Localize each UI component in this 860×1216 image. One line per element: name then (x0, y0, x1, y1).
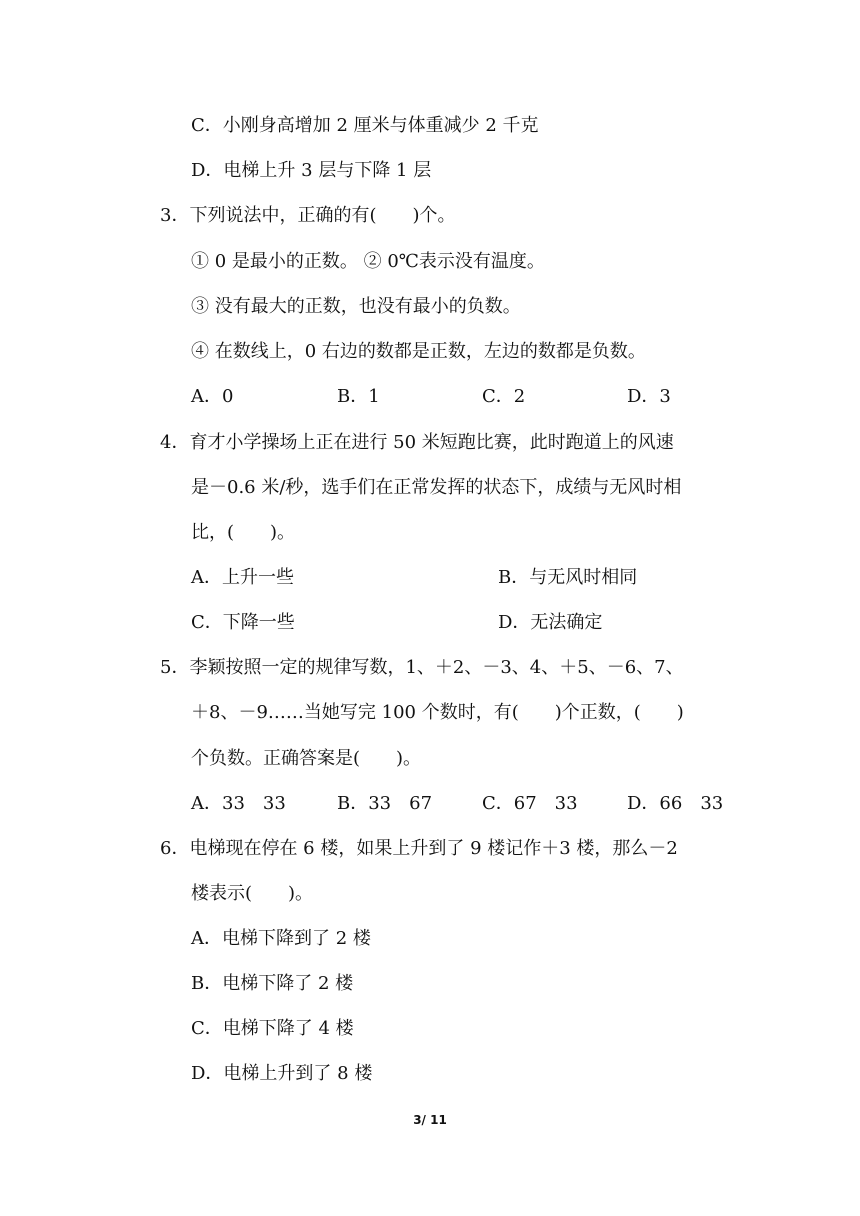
q4-option-c: C．下降一些 (191, 612, 295, 633)
q5-stem-line-3: 个负数。正确答案是( )。 (191, 748, 422, 769)
q4-option-a: A．上升一些 (191, 567, 294, 588)
q4-option-b: B．与无风时相同 (498, 567, 638, 588)
q4-stem-line-1: 4．育才小学操场上正在进行 50 米短跑比赛，此时跑道上的风速 (160, 432, 674, 453)
page-number: 3/ 11 (413, 1113, 447, 1127)
q6-option-c: C．电梯下降了 4 楼 (191, 1018, 354, 1039)
q2-option-d: D．电梯上升 3 层与下降 1 层 (191, 160, 432, 181)
q4-stem-line-3: 比，( )。 (191, 522, 296, 543)
q2-option-c: C．小刚身高增加 2 厘米与体重减少 2 千克 (191, 115, 539, 136)
q3-statement-3: ④ 在数线上，0 右边的数都是正数，左边的数都是负数。 (191, 341, 646, 362)
q5-option-a: A．33 33 (191, 793, 286, 814)
q5-option-b: B．33 67 (337, 793, 433, 814)
q6-stem-line-2: 楼表示( )。 (191, 883, 314, 904)
q4-stem-line-2: 是－0.6 米/秒，选手们在正常发挥的状态下，成绩与无风时相 (191, 477, 682, 498)
q5-option-d: D．66 33 (627, 793, 724, 814)
q5-stem-line-1: 5．李颖按照一定的规律写数，1、＋2、－3、4、＋5、－6、7、 (160, 657, 684, 678)
q3-statement-1: ① 0 是最小的正数。 ② 0℃表示没有温度。 (191, 251, 545, 272)
q5-option-c: C．67 33 (482, 793, 578, 814)
q3-statement-2: ③ 没有最大的正数，也没有最小的负数。 (191, 296, 521, 317)
q6-stem-line-1: 6．电梯现在停在 6 楼，如果上升到了 9 楼记作＋3 楼，那么－2 (160, 838, 678, 859)
q6-option-a: A．电梯下降到了 2 楼 (191, 928, 371, 949)
q3-stem: 3．下列说法中，正确的有( )个。 (160, 205, 456, 226)
q6-option-d: D．电梯上升到了 8 楼 (191, 1063, 373, 1084)
q3-option-b: B．1 (337, 386, 380, 407)
q5-stem-line-2: ＋8、－9……当她写完 100 个数时，有( )个正数，( ) (191, 702, 684, 723)
q3-option-d: D．3 (627, 386, 671, 407)
q6-option-b: B．电梯下降了 2 楼 (191, 973, 354, 994)
q3-option-c: C．2 (482, 386, 526, 407)
q4-option-d: D．无法确定 (498, 612, 603, 633)
q3-option-a: A．0 (191, 386, 234, 407)
